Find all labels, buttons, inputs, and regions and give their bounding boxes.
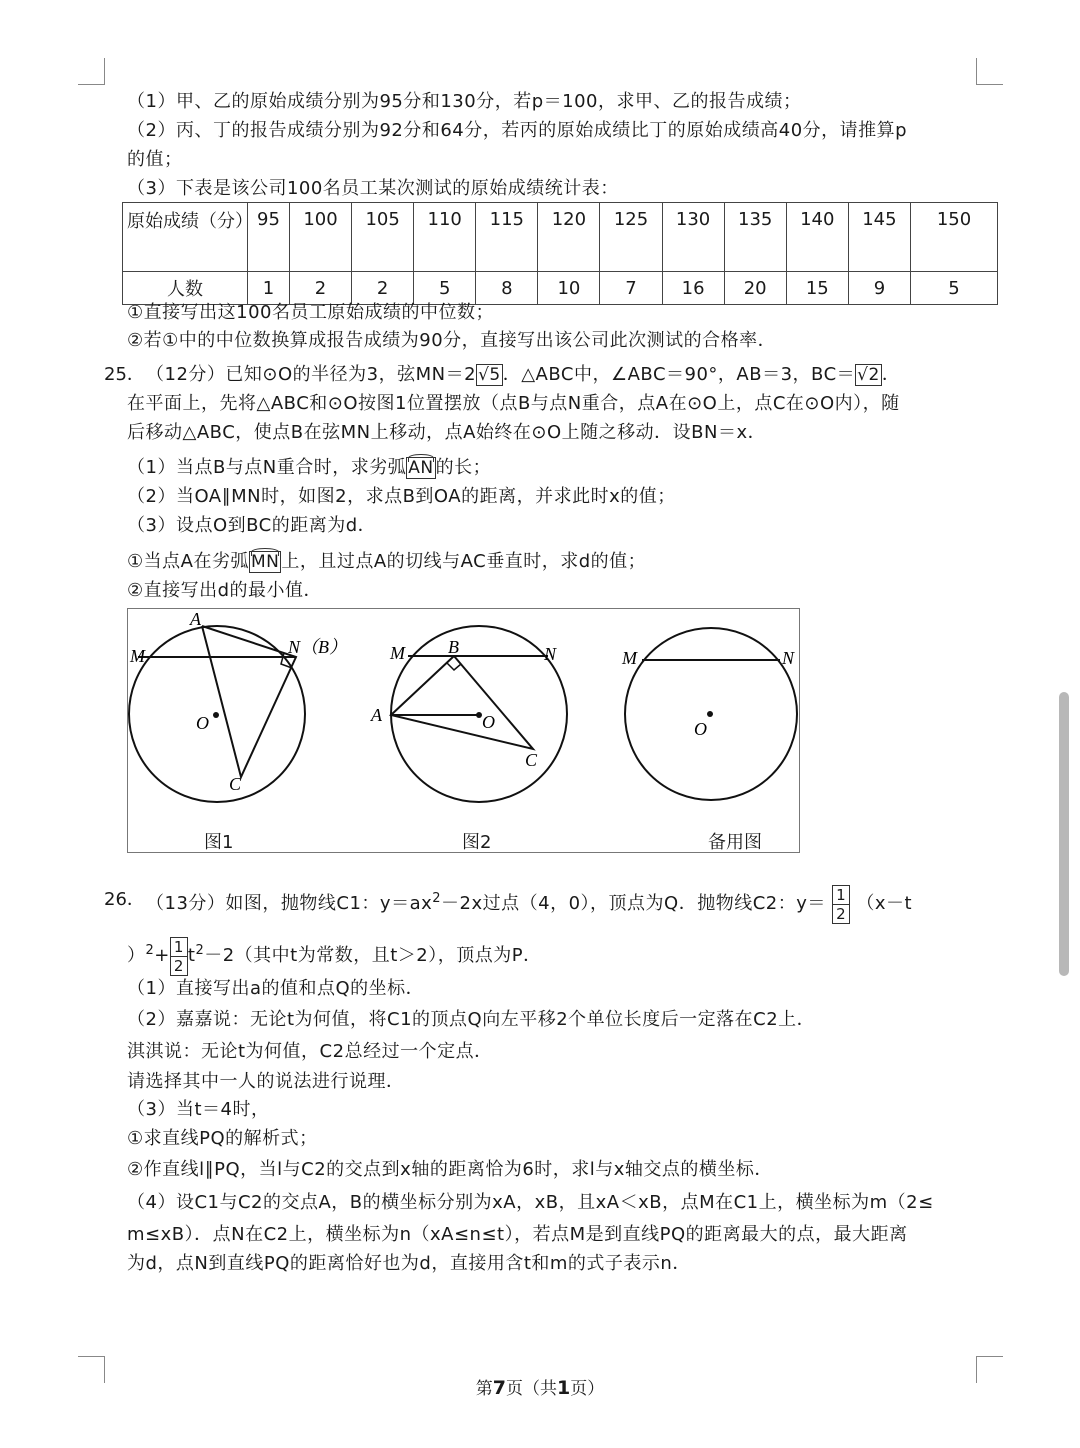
q26-part1: （1）直接写出a的值和点Q的坐标． (127, 978, 425, 999)
table-header-count: 人数 (123, 272, 248, 305)
table-row-scores (123, 203, 998, 272)
table-cell: 5 (414, 272, 476, 305)
table-cell: 130 (662, 203, 724, 272)
q26-line2 (127, 926, 542, 981)
fig2-triangle-ABC (391, 656, 533, 749)
q26-line2-t: t (187, 945, 196, 966)
fig1-label-M: M (130, 646, 145, 666)
q26-line1 (146, 874, 912, 929)
page-footer (0, 1374, 1080, 1399)
fig1-label-C: C (229, 774, 242, 794)
footer-mid: 页（共 (506, 1379, 557, 1399)
table-cell: 95 (248, 203, 290, 272)
table-cell: 100 (289, 203, 351, 272)
q25-line1-text-b: ．△ABC中，∠ABC＝90°，AB＝3，BC＝ (502, 364, 856, 385)
table-cell: 9 (848, 272, 910, 305)
q25-line2: 在平面上，先将△ABC和⊙O按图1位置摆放（点B与点N重合，点A在⊙O上，点C在⊙O内），随 (127, 393, 900, 414)
table-cell: 140 (786, 203, 848, 272)
arc-MN-box: MN (250, 552, 280, 572)
fig3-center-dot (707, 711, 713, 717)
table-cell: 135 (724, 203, 786, 272)
q25-part1-text-b: 的长； (435, 457, 492, 478)
q24-part2-line1: （2）丙、丁的报告成绩分别为92分和64分，若丙的原始成绩比丁的原始成绩高40分，请推算p (127, 120, 908, 141)
fig3-caption: 备用图 (708, 832, 762, 853)
table-cell: 145 (848, 203, 910, 272)
table-cell: 2 (289, 272, 351, 305)
exponent-2c: 2 (195, 943, 205, 958)
q25-line1-text-c: ． (881, 364, 901, 385)
q25-sub1-text-b: 上，且过点A的切线与AC垂直时，求d的值； (281, 551, 647, 572)
q26-part3-sub2: ②作直线l∥PQ，当l与C2的交点到x轴的距离恰为6时，求l与x轴交点的横坐标． (127, 1159, 773, 1180)
q26-part2-c: 请选择其中一人的说法进行说理． (127, 1071, 405, 1092)
footer-page-number: 7 (492, 1377, 506, 1399)
q26-part2: （2）嘉嘉说：无论t为何值，将C1的顶点Q向左平移2个单位长度后一定落在C2上． (127, 1009, 816, 1030)
q26-part4-line1: （4）设C1与C2的交点A，B的横坐标分别为xA，xB，且xA＜xB，点M在C1上，横坐标为m（2≤ (127, 1192, 934, 1213)
q25-sub1-text-a: ①当点A在劣弧 (127, 551, 249, 572)
figure-spare (621, 628, 797, 800)
fig1-label-NB: N（B） (288, 637, 348, 657)
arc-AN-box: AN (408, 458, 434, 478)
exponent-2b: 2 (145, 943, 155, 958)
q25-part2: （2）当OA∥MN时，如图2，求点B到OA的距离，并求此时x的值； (127, 486, 676, 507)
sqrt2-box: √2 (857, 365, 880, 385)
fig2-label-A: A (371, 705, 382, 725)
q26-line1-text-a: （13分）如图，抛物线C1：y＝ax (146, 893, 433, 914)
q25-part1-text-a: （1）当点B与点N重合时，求劣弧 (127, 457, 407, 478)
fig2-label-C: C (525, 750, 538, 770)
fig2-caption: 图2 (462, 832, 492, 853)
figure-2 (370, 626, 567, 802)
fig2-label-M: M (390, 643, 405, 663)
fig2-label-N: N (544, 644, 557, 664)
q26-part4-line2: m≤xB）．点N在C2上，横坐标为n（xA≤n≤t），若点M是到直线PQ的距离最大的点，最大距离 (127, 1224, 908, 1245)
q26-part4-line3: 为d，点N到直线PQ的距离恰好也为d，直接用含t和m的式子表示n． (127, 1253, 691, 1274)
fig3-label-N: N (782, 648, 795, 668)
q25-part3: （3）设点O到BC的距离为d． (127, 515, 377, 536)
q25-figures (127, 608, 800, 853)
table-header-score: 原始成绩（分） (123, 203, 248, 272)
table-cell: 110 (414, 203, 476, 272)
fig3-label-M: M (622, 648, 637, 668)
fig2-right-angle-mark (447, 663, 461, 670)
table-cell: 20 (724, 272, 786, 305)
table-cell: 5 (911, 272, 998, 305)
q26-part3: （3）当t＝4时， (127, 1099, 270, 1120)
fig2-label-O: O (482, 712, 495, 732)
q25-line1 (146, 363, 900, 387)
q25-line3: 后移动△ABC，使点B在弦MN上移动，点A始终在⊙O上随之移动．设BN＝x． (127, 422, 767, 443)
fig1-caption: 图1 (204, 832, 234, 853)
table-cell: 16 (662, 272, 724, 305)
q24-part3: （3）下表是该公司100名员工某次测试的原始成绩统计表： (127, 178, 619, 199)
fig1-triangle-ABC (202, 626, 296, 777)
table-cell: 10 (538, 272, 600, 305)
crop-mark-top-left (78, 58, 105, 85)
table-cell: 7 (600, 272, 662, 305)
footer-pre: 第 (475, 1379, 493, 1399)
q24-part2-line2: 的值； (127, 149, 183, 170)
q24-sub1: ①直接写出这100名员工原始成绩的中位数； (127, 302, 494, 323)
q26-line1-text-b: －2x过点（4，0），顶点为Q．抛物线C2：y＝ (441, 893, 826, 914)
q25-line1-text-a: （12分）已知⊙O的半径为3，弦MN＝2 (146, 364, 477, 385)
table-cell: 2 (352, 272, 414, 305)
q26-line1-text-c: （x－t (856, 893, 913, 914)
q25-part1 (127, 456, 491, 480)
figure-1 (129, 609, 347, 802)
table-cell: 105 (352, 203, 414, 272)
fig1-center-dot (213, 712, 219, 718)
sqrt5-box: √5 (478, 365, 501, 385)
q26-number: 26． (104, 889, 145, 910)
q26-line2-paren: ） (127, 945, 146, 966)
q25-sub2: ②直接写出d的最小值． (127, 580, 323, 601)
fraction-one-half-2: $\frac{1}{2}$ (170, 937, 188, 976)
fig1-label-O: O (196, 713, 209, 733)
fig2-label-B: B (448, 637, 459, 657)
table-cell: 120 (538, 203, 600, 272)
table-cell: 15 (786, 272, 848, 305)
table-cell: 150 (911, 203, 998, 272)
fraction-one-half: $\frac{1}{2}$ (832, 885, 850, 924)
q26-part2-b: 淇淇说：无论t为何值，C2总经过一个定点． (127, 1041, 493, 1062)
crop-mark-top-right (976, 58, 1003, 85)
footer-post: 页） (570, 1379, 605, 1399)
q26-part3-sub1: ①求直线PQ的解析式； (127, 1128, 318, 1149)
q24-part1: （1）甲、乙的原始成绩分别为95分和130分，若p＝100，求甲、乙的报告成绩； (127, 91, 802, 112)
fig1-label-A: A (190, 609, 201, 629)
q24-sub2: ②若①中的中位数换算成报告成绩为90分，直接写出该公司此次测试的合格率． (127, 330, 777, 351)
scrollbar-thumb[interactable] (1059, 692, 1069, 976)
exponent-2: 2 (432, 891, 442, 906)
footer-total-pages: 1 (557, 1377, 571, 1399)
q25-sub1 (127, 550, 646, 574)
table-row-counts (123, 272, 998, 305)
score-statistics-table (122, 202, 998, 305)
fig3-label-O: O (694, 719, 707, 739)
table-cell: 115 (476, 203, 538, 272)
q26-line2-plus: + (154, 945, 170, 966)
table-cell: 1 (248, 272, 290, 305)
q26-line2-text: －2（其中t为常数，且t＞2），顶点为P． (204, 945, 542, 966)
q25-number: 25． (104, 364, 145, 385)
table-cell: 125 (600, 203, 662, 272)
table-cell: 8 (476, 272, 538, 305)
